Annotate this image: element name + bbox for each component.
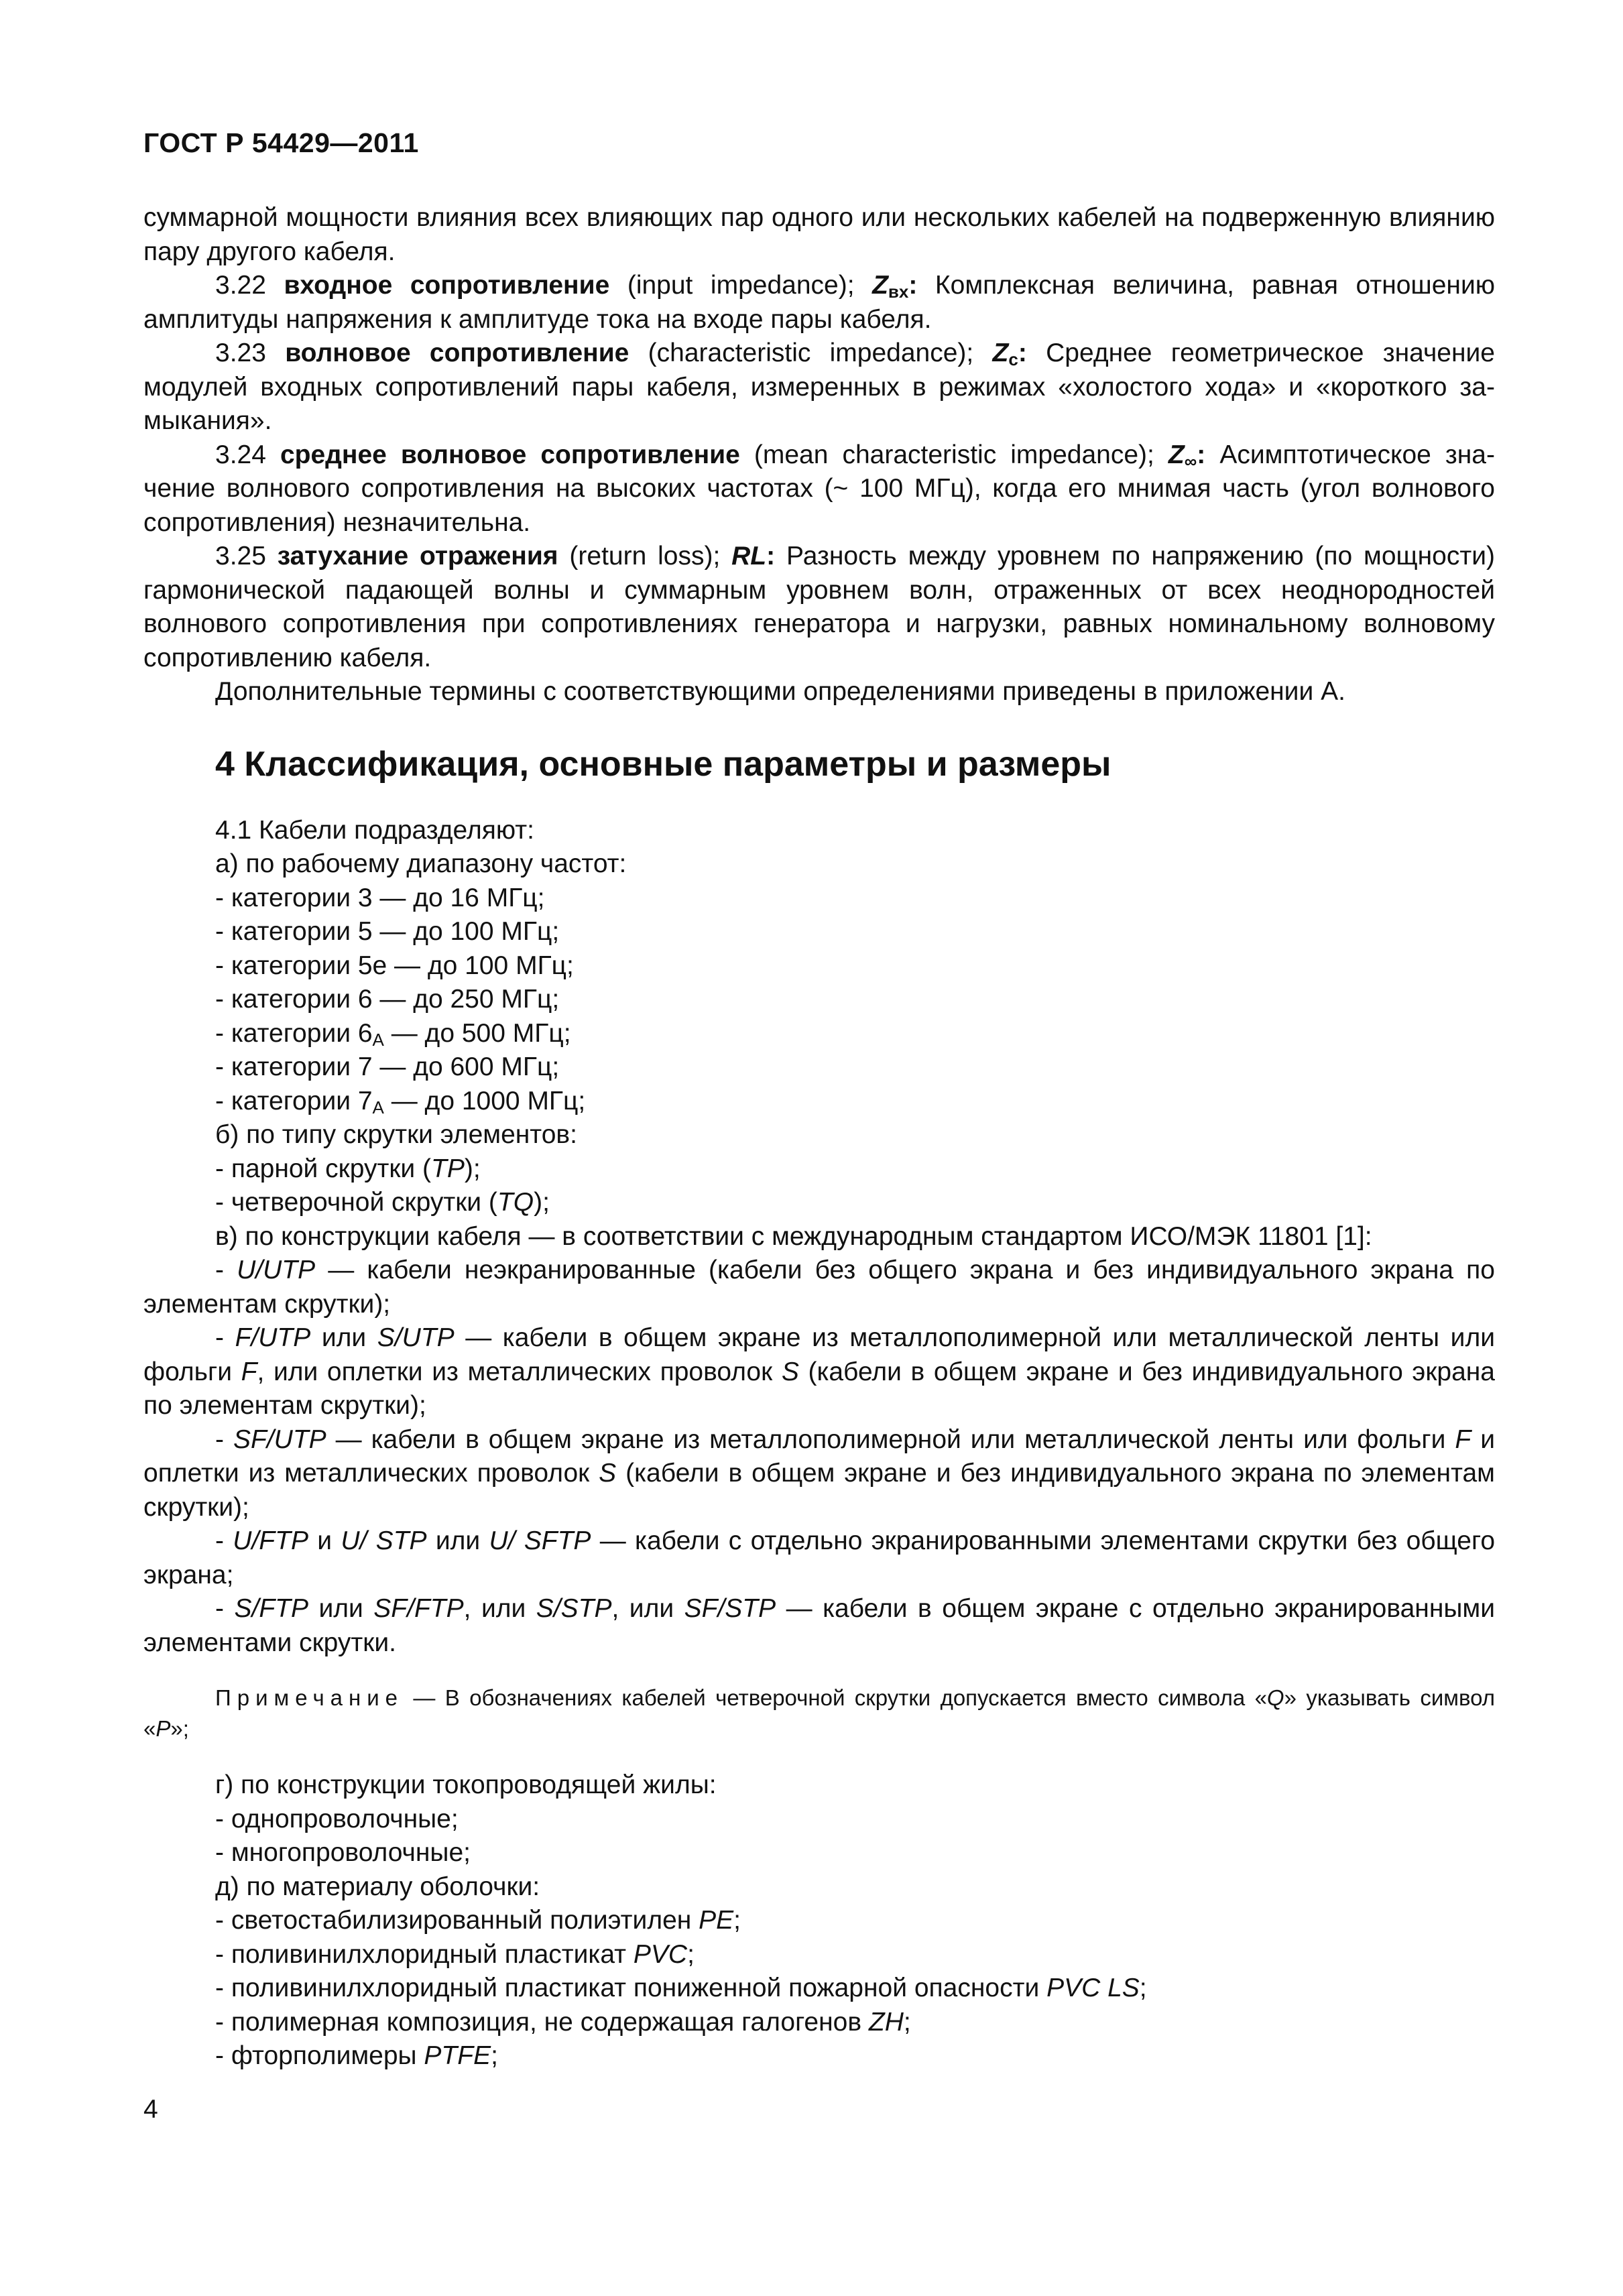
list-item: - категории 7 — до 600 МГц; <box>215 1052 560 1081</box>
term-symbol: Z <box>872 271 888 300</box>
document-body <box>143 201 1495 2073</box>
term-3-24: 3.24 среднее волновое сопротивление (mean characteristic impedance); $Z_\infty$: Асимптотическое значение волнового сопротивления на высоких частотах (~ 100 МГц), когда его мнимая часть (угол волнового сопротивления) незначительна. <box>143 440 1495 537</box>
list-item: д) по материалу оболочки: <box>215 1872 540 1901</box>
term-number: 3.22 <box>215 271 266 300</box>
term-english: (return loss); <box>569 542 721 570</box>
list-item: б) по типу скрутки элементов: <box>215 1120 577 1149</box>
list-item-cable-type: - S/FTP или SF/FTP, или S/STP, или SF/STP — кабели в общем экране с отдельно экранированными элементами скрутки. <box>143 1594 1496 1657</box>
term-symbol-subscript: с <box>1008 349 1018 369</box>
document-header: ГОСТ Р 54429—2011 <box>143 127 419 158</box>
list-item: - категории $6_А$ — до 500 МГц; <box>215 1018 571 1050</box>
term-number: 3.23 <box>215 339 266 367</box>
term-definition: Разность между уровнем по напряжению (по мощности) гармонической падающей волны и суммарным уровнем волн, отраженных от всех неоднородностей волнового сопротивления при сопротивлениях генератора и нагрузки, равных номинальному волновому сопротивлению кабеля. <box>143 542 1495 672</box>
list-item: - светостабилизированный полиэтилен PE; <box>215 1906 741 1935</box>
list-item: - категории $7_А$ — до 1000 МГц; <box>215 1086 586 1117</box>
section-heading: 4 Классификация, основные параметры и размеры <box>215 744 1111 784</box>
list-item-cable-type: - U/FTP и U/ STP или U/ SFTP — кабели с отдельно экранированными элементами скрутки без общего экрана; <box>143 1526 1496 1589</box>
term-symbol: RL <box>731 542 767 570</box>
list-item: а) по рабочему диапазону частот: <box>215 849 627 878</box>
term-definition: Среднее геометрическое значение модулей входных сопротивлений пары кабеля, измеренных в режимах «холостого хода» и «короткого замыкания». <box>143 339 1495 435</box>
term-definition: Асимптотическое значение волнового сопротивления на высоких частотах (~ 100 МГц), когда его мнимая часть (угол волнового сопротивления) незначительна. <box>143 440 1495 537</box>
list-item-cable-type: - U/UTP — кабели неэкранированные (кабели без общего экрана и без индивидуального экрана по элементам скрутки); <box>143 1256 1495 1319</box>
list-item: - парной скрутки (TP); <box>215 1154 481 1183</box>
list-item: - поливинилхлоридный пластикат пониженной пожарной опасности PVC LS; <box>215 1974 1147 2002</box>
paragraph-continuation: суммарной мощности влияния всех влияющих пар одного или нескольких кабелей на подверженную влиянию пару другого кабеля. <box>143 203 1495 266</box>
list-item: - поливинилхлоридный пластикат PVC; <box>215 1939 695 1969</box>
term-name: затухание отражения <box>277 542 558 570</box>
term-3-22: 3.22 входное сопротивление (input impedance); $Z_{вх}$: Комплексная величина, равная отношению амплитуды напряжения к амплитуде тока на входе пары кабеля. <box>143 271 1495 334</box>
list-item-cable-type: - F/UTP или S/UTP — кабели в общем экране из металлополимерной или металлической ленты или фольги F, или оплетки из металлических проволок S (кабели в общем экране и без индивидуального экрана по элементам скрутки); <box>143 1323 1496 1420</box>
term-english: (input impedance); <box>627 271 855 300</box>
list-item: - категории 3 — до 16 МГц; <box>215 883 545 912</box>
list-item: - однопроволочные; <box>215 1804 459 1833</box>
term-symbol: Z <box>1168 440 1185 469</box>
list-item: - многопроволочные; <box>215 1838 471 1867</box>
term-symbol-subscript: ∞ <box>1184 450 1197 471</box>
list-item: - категории 5 — до 100 МГц; <box>215 917 560 946</box>
term-3-25: 3.25 затухание отражения (return loss); RL: Разность между уровнем по напряжению (по мощности) гармонической падающей волны и суммарным уровнем волн, отраженных от всех неоднородностей волнового сопротивления при сопротивлениях генератора и нагрузки, равных номинальному волновому сопротивлению кабеля. <box>143 542 1495 672</box>
list-item: - четверочной скрутки (TQ); <box>215 1188 550 1217</box>
list-item: г) по конструкции токопроводящей жилы: <box>215 1770 717 1799</box>
term-name: волновое сопротивление <box>285 339 629 367</box>
term-symbol-subscript: вх <box>888 282 909 302</box>
note-label: Примечание <box>215 1685 404 1710</box>
term-symbol: Z <box>992 339 1009 367</box>
term-english: (characteristic impedance); <box>648 339 974 367</box>
term-definition: Комплексная величина, равная отношению амплитуды напряжения к амплитуде тока на входе пары кабеля. <box>143 271 1495 334</box>
term-english: (mean characteristic impedance); <box>754 440 1154 469</box>
list-item: - категории 6 — до 250 МГц; <box>215 985 560 1014</box>
term-number: 3.24 <box>215 440 266 469</box>
list-item: в) по конструкции кабеля — в соответствии с международным стандартом ИСО/МЭК 11801 [1]: <box>215 1221 1372 1251</box>
term-name: входное сопротивление <box>284 271 610 300</box>
note-block: Примечание — В обозначениях кабелей четверочной скрутки допускается вместо символа «Q» указывать символ «P»; <box>143 1685 1495 1741</box>
list-item: - фторполимеры PTFE; <box>215 2041 498 2070</box>
list-intro: 4.1 Кабели подразделяют: <box>215 815 534 845</box>
document-page <box>143 0 1495 2296</box>
paragraph-additional-terms: Дополнительные термины с соответствующими определениями приведены в приложении А. <box>215 677 1345 706</box>
list-item: - категории 5е — до 100 МГц; <box>215 951 574 980</box>
term-3-23: 3.23 волновое сопротивление (characteristic impedance); $Z_с$: Среднее геометрическое значение модулей входных сопротивлений пары кабеля, измеренных в режимах «холостого хода» и «короткого замыкания». <box>143 339 1495 435</box>
term-name: среднее волновое сопротивление <box>280 440 740 469</box>
list-item: - полимерная композиция, не содержащая галогенов ZH; <box>215 2007 911 2037</box>
list-item-cable-type: - SF/UTP — кабели в общем экране из металлополимерной или металлической ленты или фольги F и оплетки из металлических проволок S (кабели в общем экране и без индивидуального экрана по элементам скрутки); <box>143 1425 1495 1522</box>
page-number: 4 <box>143 2095 158 2124</box>
term-number: 3.25 <box>215 542 266 570</box>
